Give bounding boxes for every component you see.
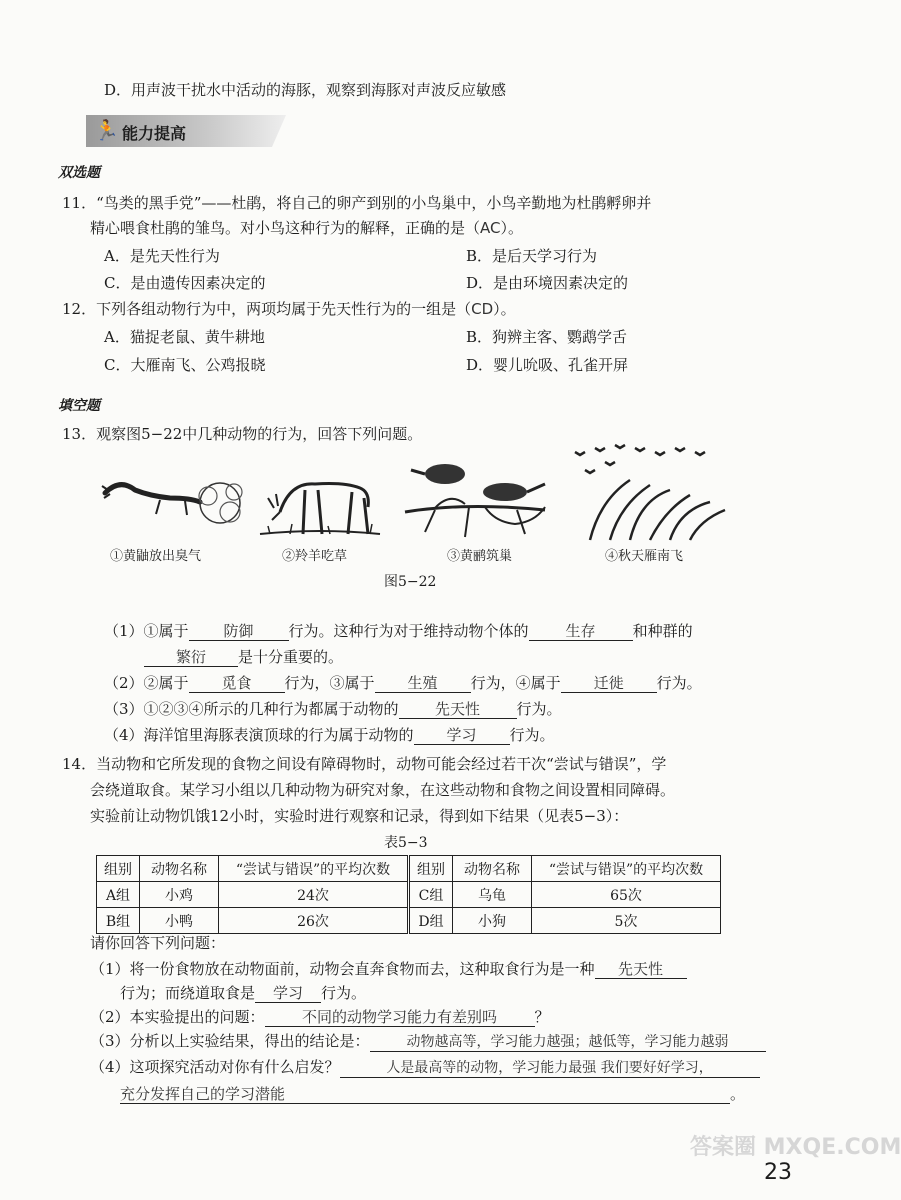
table-header: 动物名称 bbox=[453, 856, 532, 882]
table-cell: 小鸭 bbox=[140, 908, 219, 934]
table-cell: 乌龟 bbox=[453, 882, 532, 908]
caption-4: ④秋天雁南飞 bbox=[605, 549, 684, 564]
q14-s1-answer1: 先天性 bbox=[595, 960, 687, 979]
q14-s4-answer2: 充分发挥自己的学习潜能 bbox=[120, 1085, 730, 1104]
caption-2: ②羚羊吃草 bbox=[282, 549, 348, 564]
q13-part1-line1 bbox=[104, 620, 693, 641]
q12-option-d: D．婴儿吮吸、孔雀开屏 bbox=[466, 356, 629, 374]
q14-s2-text-b: ？ bbox=[534, 1008, 550, 1026]
runner-icon: 🏃 bbox=[94, 118, 119, 142]
q14-sub1-line2 bbox=[120, 982, 366, 1003]
q13-p1-text-d: 是十分重要的。 bbox=[238, 648, 344, 666]
q11-line1: 11．“鸟类的黑手党”——杜鹃，将自己的卵产到别的小鸟巢中，小鸟辛勤地为杜鹃孵卵并 bbox=[62, 194, 652, 212]
section-dual-choice: 双选题 bbox=[58, 165, 100, 181]
table-cell: C组 bbox=[409, 882, 453, 908]
q14-sub4-line1 bbox=[90, 1056, 760, 1078]
table-cell: A组 bbox=[97, 882, 140, 908]
table-cell: B组 bbox=[97, 908, 140, 934]
antelope-illustration bbox=[260, 462, 380, 542]
q11-line2-end: ）。 bbox=[500, 219, 524, 237]
watermark: 答案圈 MXQE.COM bbox=[690, 1135, 901, 1160]
table-caption: 表5−3 bbox=[384, 835, 428, 851]
weasel-illustration bbox=[100, 468, 250, 538]
q14-s4-end: 。 bbox=[730, 1085, 746, 1103]
q13-p1-text-a: （1）①属于 bbox=[104, 622, 189, 640]
section-fill-blank: 填空题 bbox=[58, 398, 100, 414]
q13-p4-text-b: 行为。 bbox=[509, 726, 555, 744]
q14-sub3 bbox=[90, 1030, 766, 1052]
table-row bbox=[97, 882, 721, 908]
q14-s4-text-a: （4）这项探究活动对你有什么启发？ bbox=[90, 1058, 340, 1076]
q14-s1-text-c: 行为。 bbox=[321, 984, 367, 1002]
q14-sub1-line1 bbox=[90, 958, 687, 979]
q13-p2-answer2: 生殖 bbox=[375, 674, 471, 693]
q13-p3-text-b: 行为。 bbox=[516, 700, 562, 718]
figure-caption: 图5−22 bbox=[384, 574, 437, 590]
q11-line2-text: 精心喂食杜鹃的雏鸟。对小鸟这种行为的解释，正确的是（ bbox=[90, 219, 481, 237]
q11-option-d: D．是由环境因素决定的 bbox=[466, 274, 629, 292]
q13-p4-text-a: （4）海洋馆里海豚表演顶球的行为属于动物的 bbox=[104, 726, 414, 744]
q13-part3 bbox=[104, 698, 562, 719]
q13-p2-answer3: 迁徙 bbox=[561, 674, 657, 693]
table-header: “尝试与错误”的平均次数 bbox=[219, 856, 409, 882]
table-cell: 65次 bbox=[532, 882, 721, 908]
q10-option-d: D．用声波干扰水中活动的海豚，观察到海豚对声波反应敏感 bbox=[104, 81, 507, 99]
q14-s1-text-a: （1）将一份食物放在动物面前，动物会直奔食物而去，这种取食行为是一种 bbox=[90, 960, 595, 978]
caption-1: ①黄鼬放出臭气 bbox=[110, 549, 202, 564]
table-cell: 26次 bbox=[219, 908, 409, 934]
q13-p4-answer: 学习 bbox=[414, 726, 510, 745]
q14-s4-answer1: 人是最高等的动物，学习能力最强 我们要好好学习， bbox=[340, 1059, 760, 1078]
oriole-nest-illustration bbox=[405, 452, 550, 542]
q14-s2-text-a: （2）本实验提出的问题： bbox=[90, 1008, 265, 1026]
q12-option-c: C．大雁南飞、公鸡报晓 bbox=[104, 356, 266, 374]
q14-sub2 bbox=[90, 1006, 550, 1027]
q13-p1-answer3: 繁衍 bbox=[144, 648, 238, 667]
q13-part4 bbox=[104, 724, 555, 745]
table-cell: 小狗 bbox=[453, 908, 532, 934]
table-cell: 24次 bbox=[219, 882, 409, 908]
table-header: 组别 bbox=[97, 856, 140, 882]
table-cell: 小鸡 bbox=[140, 882, 219, 908]
q14-s3-answer: 动物越高等，学习能力越强；越低等，学习能力越弱 bbox=[370, 1033, 766, 1052]
q12-option-a: A．猫捉老鼠、黄牛耕地 bbox=[104, 328, 265, 346]
table-header: 组别 bbox=[409, 856, 453, 882]
q12-answer: CD bbox=[471, 300, 494, 318]
q14-ask: 请你回答下列问题： bbox=[90, 934, 226, 952]
q12-line1-end: ）。 bbox=[493, 300, 516, 318]
q13-p2-text-b: 行为，③属于 bbox=[284, 674, 375, 692]
table-cell: D组 bbox=[409, 908, 453, 934]
q13-part1-line2 bbox=[144, 646, 343, 667]
q14-s2-answer: 不同的动物学习能力有差别吗 bbox=[265, 1008, 535, 1027]
table-header: 动物名称 bbox=[140, 856, 219, 882]
q13-p1-answer1: 防御 bbox=[189, 622, 289, 641]
q13-p3-answer: 先天性 bbox=[399, 700, 517, 719]
page-number: 23 bbox=[764, 1160, 792, 1185]
q13-p2-text-d: 行为。 bbox=[656, 674, 702, 692]
q11-option-c: C．是由遗传因素决定的 bbox=[104, 274, 266, 292]
q14-s1-answer2: 学习 bbox=[255, 984, 321, 1003]
geese-reeds-illustration bbox=[570, 440, 730, 540]
banner-title: 能力提高 bbox=[122, 124, 187, 143]
q13-p2-answer1: 觅食 bbox=[189, 674, 285, 693]
q13-p1-text-c: 和种群的 bbox=[632, 622, 693, 640]
table-header: “尝试与错误”的平均次数 bbox=[532, 856, 721, 882]
q13-p2-text-a: （2）②属于 bbox=[104, 674, 189, 692]
q11-option-b: B．是后天学习行为 bbox=[466, 247, 598, 265]
q12-line1-text: 12．下列各组动物行为中，两项均属于先天性行为的一组是（ bbox=[62, 300, 472, 318]
q13-p3-text-a: （3）①②③④所示的几种行为都属于动物的 bbox=[104, 700, 399, 718]
q13-part2 bbox=[104, 672, 702, 693]
table-header-row bbox=[97, 856, 721, 882]
q13-p2-text-c: 行为，④属于 bbox=[470, 674, 561, 692]
q14-line3: 实验前让动物饥饿12小时，实验时进行观察和记录，得到如下结果（见表5−3）： bbox=[90, 807, 629, 825]
q12-option-b: B．狗辨主客、鹦鹉学舌 bbox=[466, 328, 628, 346]
q11-line2 bbox=[90, 217, 523, 238]
q14-line2: 会绕道取食。某学习小组以几种动物为研究对象，在这些动物和食物之间设置相同障碍。 bbox=[90, 781, 676, 799]
table-cell: 5次 bbox=[532, 908, 721, 934]
q13-stem: 13．观察图5−22中几种动物的行为，回答下列问题。 bbox=[62, 425, 423, 443]
section-banner bbox=[86, 115, 286, 147]
q11-answer: AC bbox=[480, 219, 501, 237]
q13-p1-answer2: 生存 bbox=[529, 622, 633, 641]
q13-p1-text-b: 行为。这种行为对于维持动物个体的 bbox=[288, 622, 529, 640]
q12-line1 bbox=[62, 298, 516, 319]
results-table bbox=[96, 855, 721, 934]
q14-s1-text-b: 行为；而绕道取食是 bbox=[120, 984, 256, 1002]
table-row bbox=[97, 908, 721, 934]
q14-line1: 14．当动物和它所发现的食物之间设有障碍物时，动物可能会经过若干次“尝试与错误”，学 bbox=[62, 755, 667, 773]
q11-option-a: A．是先天性行为 bbox=[104, 247, 220, 265]
caption-3: ③黄鹂筑巢 bbox=[447, 549, 513, 564]
q14-s3-text-a: （3）分析以上实验结果，得出的结论是： bbox=[90, 1032, 370, 1050]
q14-sub4-line2 bbox=[120, 1083, 745, 1104]
